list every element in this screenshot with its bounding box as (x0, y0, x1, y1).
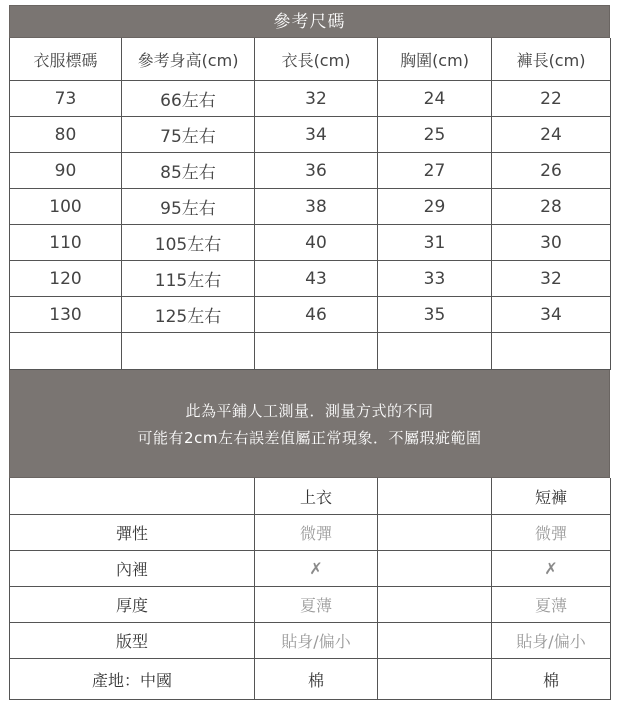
pants-length-cell: 28 (492, 189, 611, 225)
blank-cell (255, 333, 378, 370)
pants-length-cell: 26 (492, 153, 611, 189)
header-height: 參考身高(cm) (122, 38, 255, 81)
table-row (10, 153, 611, 189)
top-material-value: 棉 (255, 659, 378, 700)
header-shorts: 短褲 (492, 478, 611, 515)
header-top-garment: 上衣 (255, 478, 378, 515)
properties-header-row (10, 478, 611, 515)
shorts-property-value: 貼身/偏小 (492, 623, 611, 659)
properties-gap-cell (378, 587, 492, 623)
height-cell: 105左右 (122, 225, 255, 261)
table-row (10, 623, 611, 659)
size-table-header-row (10, 38, 611, 81)
pants-length-cell: 30 (492, 225, 611, 261)
table-row (10, 659, 611, 700)
shorts-property-value: 夏薄 (492, 587, 611, 623)
height-cell: 75左右 (122, 117, 255, 153)
size-label-cell: 110 (10, 225, 122, 261)
properties-gap-cell (378, 478, 492, 515)
blank-cell (10, 333, 122, 370)
top-length-cell: 46 (255, 297, 378, 333)
blank-cell (492, 333, 611, 370)
property-label: 內裡 (10, 551, 255, 587)
pants-length-cell: 22 (492, 81, 611, 117)
size-chart-title: 參考尺碼 (9, 5, 610, 38)
chest-cell: 29 (378, 189, 492, 225)
top-length-cell: 43 (255, 261, 378, 297)
property-label: 厚度 (10, 587, 255, 623)
property-label: 版型 (10, 623, 255, 659)
height-cell: 115左右 (122, 261, 255, 297)
header-top-length: 衣長(cm) (255, 38, 378, 81)
note-line-1: 此為平鋪人工測量．測量方式的不同 (185, 401, 434, 420)
size-label-cell: 80 (10, 117, 122, 153)
size-label-cell: 73 (10, 81, 122, 117)
size-label-cell: 100 (10, 189, 122, 225)
table-row (10, 81, 611, 117)
size-table (9, 38, 611, 370)
chest-cell: 24 (378, 81, 492, 117)
top-length-cell: 40 (255, 225, 378, 261)
height-cell: 85左右 (122, 153, 255, 189)
height-cell: 66左右 (122, 81, 255, 117)
size-label-cell: 130 (10, 297, 122, 333)
header-chest: 胸圍(cm) (378, 38, 492, 81)
header-pants-length: 褲長(cm) (492, 38, 611, 81)
property-label: 彈性 (10, 515, 255, 551)
pants-length-cell: 24 (492, 117, 611, 153)
top-length-cell: 32 (255, 81, 378, 117)
chest-cell: 25 (378, 117, 492, 153)
properties-corner-cell (10, 478, 255, 515)
properties-gap-cell (378, 623, 492, 659)
table-row (10, 297, 611, 333)
chest-cell: 35 (378, 297, 492, 333)
chest-cell: 27 (378, 153, 492, 189)
origin-label: 產地：中國 (10, 659, 255, 700)
top-property-value: ✗ (255, 551, 378, 587)
blank-cell (378, 333, 492, 370)
shorts-material-value: 棉 (492, 659, 611, 700)
table-row (10, 515, 611, 551)
shorts-property-value: ✗ (492, 551, 611, 587)
height-cell: 95左右 (122, 189, 255, 225)
table-row (10, 189, 611, 225)
properties-gap-cell (378, 551, 492, 587)
table-row (10, 587, 611, 623)
properties-gap-cell (378, 659, 492, 700)
pants-length-cell: 32 (492, 261, 611, 297)
blank-row (10, 333, 611, 370)
table-row (10, 551, 611, 587)
chest-cell: 31 (378, 225, 492, 261)
table-row (10, 261, 611, 297)
pants-length-cell: 34 (492, 297, 611, 333)
top-length-cell: 38 (255, 189, 378, 225)
height-cell: 125左右 (122, 297, 255, 333)
shorts-property-value: 微彈 (492, 515, 611, 551)
properties-table (9, 478, 611, 700)
table-row (10, 117, 611, 153)
properties-gap-cell (378, 515, 492, 551)
size-chart-sheet (9, 5, 610, 700)
top-property-value: 貼身/偏小 (255, 623, 378, 659)
top-length-cell: 34 (255, 117, 378, 153)
blank-cell (122, 333, 255, 370)
size-label-cell: 90 (10, 153, 122, 189)
note-line-2: 可能有2cm左右誤差值屬正常現象．不屬瑕疵範圍 (137, 428, 482, 447)
top-property-value: 微彈 (255, 515, 378, 551)
top-length-cell: 36 (255, 153, 378, 189)
top-property-value: 夏薄 (255, 587, 378, 623)
measurement-note (9, 370, 610, 478)
chest-cell: 33 (378, 261, 492, 297)
table-row (10, 225, 611, 261)
header-size-label: 衣服標碼 (10, 38, 122, 81)
size-label-cell: 120 (10, 261, 122, 297)
